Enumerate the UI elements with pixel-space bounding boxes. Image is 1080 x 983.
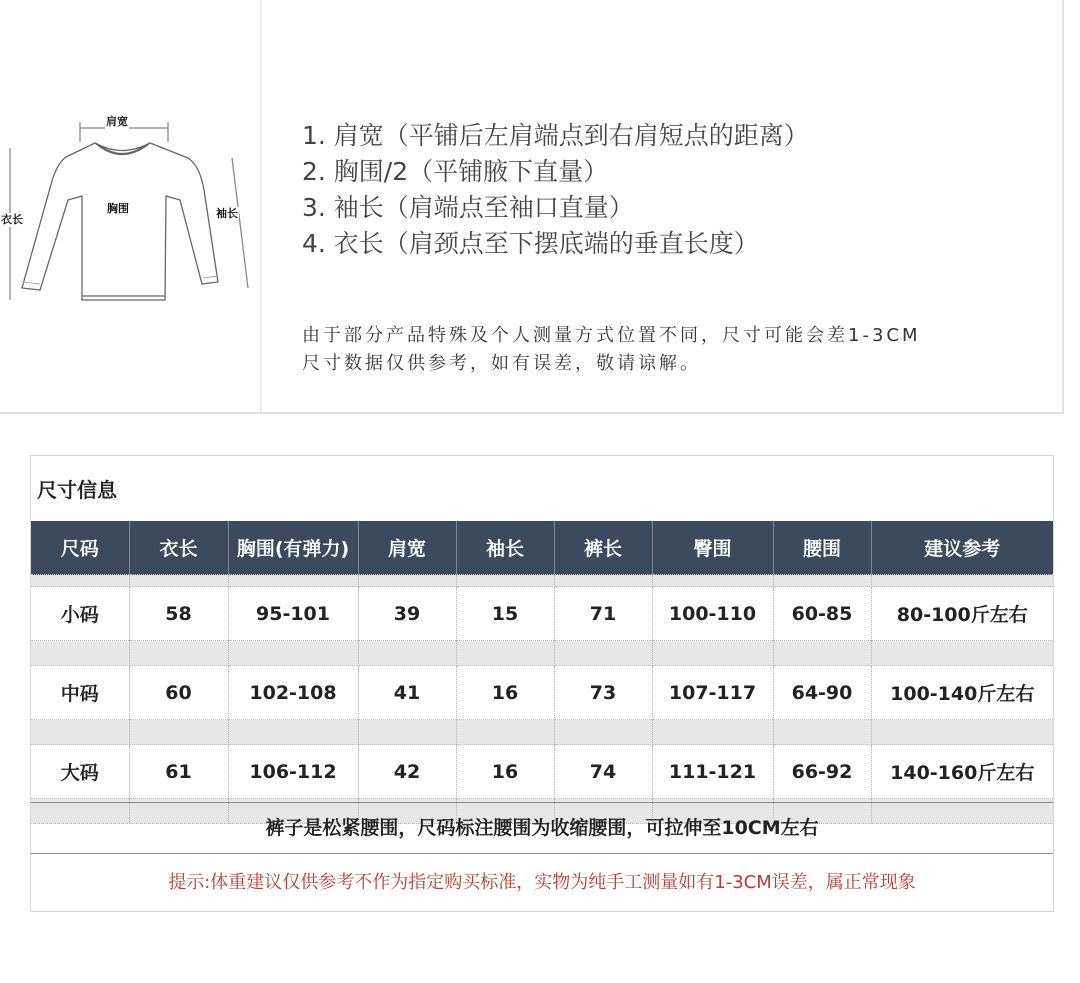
table-row	[31, 666, 1053, 720]
table-spacer	[31, 720, 1053, 745]
cell: 100-110	[652, 587, 773, 641]
cell: 140-160斤左右	[871, 745, 1053, 799]
cell: 106-112	[228, 745, 358, 799]
cell: 41	[358, 666, 456, 720]
cell: 107-117	[652, 666, 773, 720]
cell: 39	[358, 587, 456, 641]
disclaimer-line: 由于部分产品特殊及个人测量方式位置不同，尺寸可能会差1-3CM	[302, 325, 921, 346]
table-row	[31, 587, 1053, 641]
cell: 80-100斤左右	[871, 587, 1053, 641]
cell: 60-85	[773, 587, 871, 641]
pants-waist-note: 裤子是松紧腰围，尺码标注腰围为收缩腰围，可拉伸至10CM左右	[31, 802, 1053, 854]
cell: 71	[554, 587, 652, 641]
cell: 61	[129, 745, 228, 799]
cell: 66-92	[773, 745, 871, 799]
cell: 100-140斤左右	[871, 666, 1053, 720]
size-info-card	[30, 455, 1054, 912]
sweater-diagram	[0, 100, 260, 320]
cell: 64-90	[773, 666, 871, 720]
size-info-title: 尺寸信息	[37, 478, 117, 502]
header-shoulder: 肩宽	[358, 521, 456, 575]
cell: 111-121	[652, 745, 773, 799]
measurement-disclaimer	[302, 322, 921, 378]
cell-size: 小码	[31, 587, 129, 641]
shoulder-label: 肩宽	[106, 115, 128, 128]
header-hip: 臀围	[652, 521, 773, 575]
measurement-item: 3. 袖长（肩端点至袖口直量）	[302, 193, 634, 222]
measurement-item: 2. 胸围/2（平铺腋下直量）	[302, 157, 609, 186]
header-size: 尺码	[31, 521, 129, 575]
cell: 74	[554, 745, 652, 799]
measurement-item: 1. 肩宽（平铺后左肩端点到右肩短点的距离）	[302, 121, 809, 150]
header-length: 衣长	[129, 521, 228, 575]
cell-size: 大码	[31, 745, 129, 799]
measurement-guide-panel	[0, 0, 1064, 414]
header-sleeve: 袖长	[456, 521, 554, 575]
disclaimer-line: 尺寸数据仅供参考，如有误差，敬请谅解。	[302, 353, 701, 374]
header-recommendation: 建议参考	[871, 521, 1053, 575]
header-waist: 腰围	[773, 521, 871, 575]
size-table	[31, 521, 1053, 824]
cell: 16	[456, 745, 554, 799]
chest-label: 胸围	[107, 202, 129, 215]
table-row	[31, 745, 1053, 799]
cell: 16	[456, 666, 554, 720]
cell: 73	[554, 666, 652, 720]
panel-divider	[260, 0, 262, 412]
cell: 60	[129, 666, 228, 720]
header-chest: 胸围(有弹力)	[228, 521, 358, 575]
table-spacer	[31, 641, 1053, 666]
cell: 42	[358, 745, 456, 799]
cell: 15	[456, 587, 554, 641]
table-header-row	[31, 521, 1053, 575]
header-pants-length: 裤长	[554, 521, 652, 575]
table-spacer	[31, 575, 1053, 587]
sleeve-label: 袖长	[216, 207, 238, 220]
cell: 102-108	[228, 666, 358, 720]
length-label: 衣长	[1, 213, 23, 226]
cell: 58	[129, 587, 228, 641]
measurement-instructions	[302, 118, 809, 262]
cell: 95-101	[228, 587, 358, 641]
cell-size: 中码	[31, 666, 129, 720]
measurement-item: 4. 衣长（肩颈点至下摆底端的垂直长度）	[302, 229, 759, 258]
sizing-tip: 提示:体重建议仅供参考不作为指定购买标准，实物为纯手工测量如有1-3CM误差，属正常现象	[168, 872, 916, 893]
